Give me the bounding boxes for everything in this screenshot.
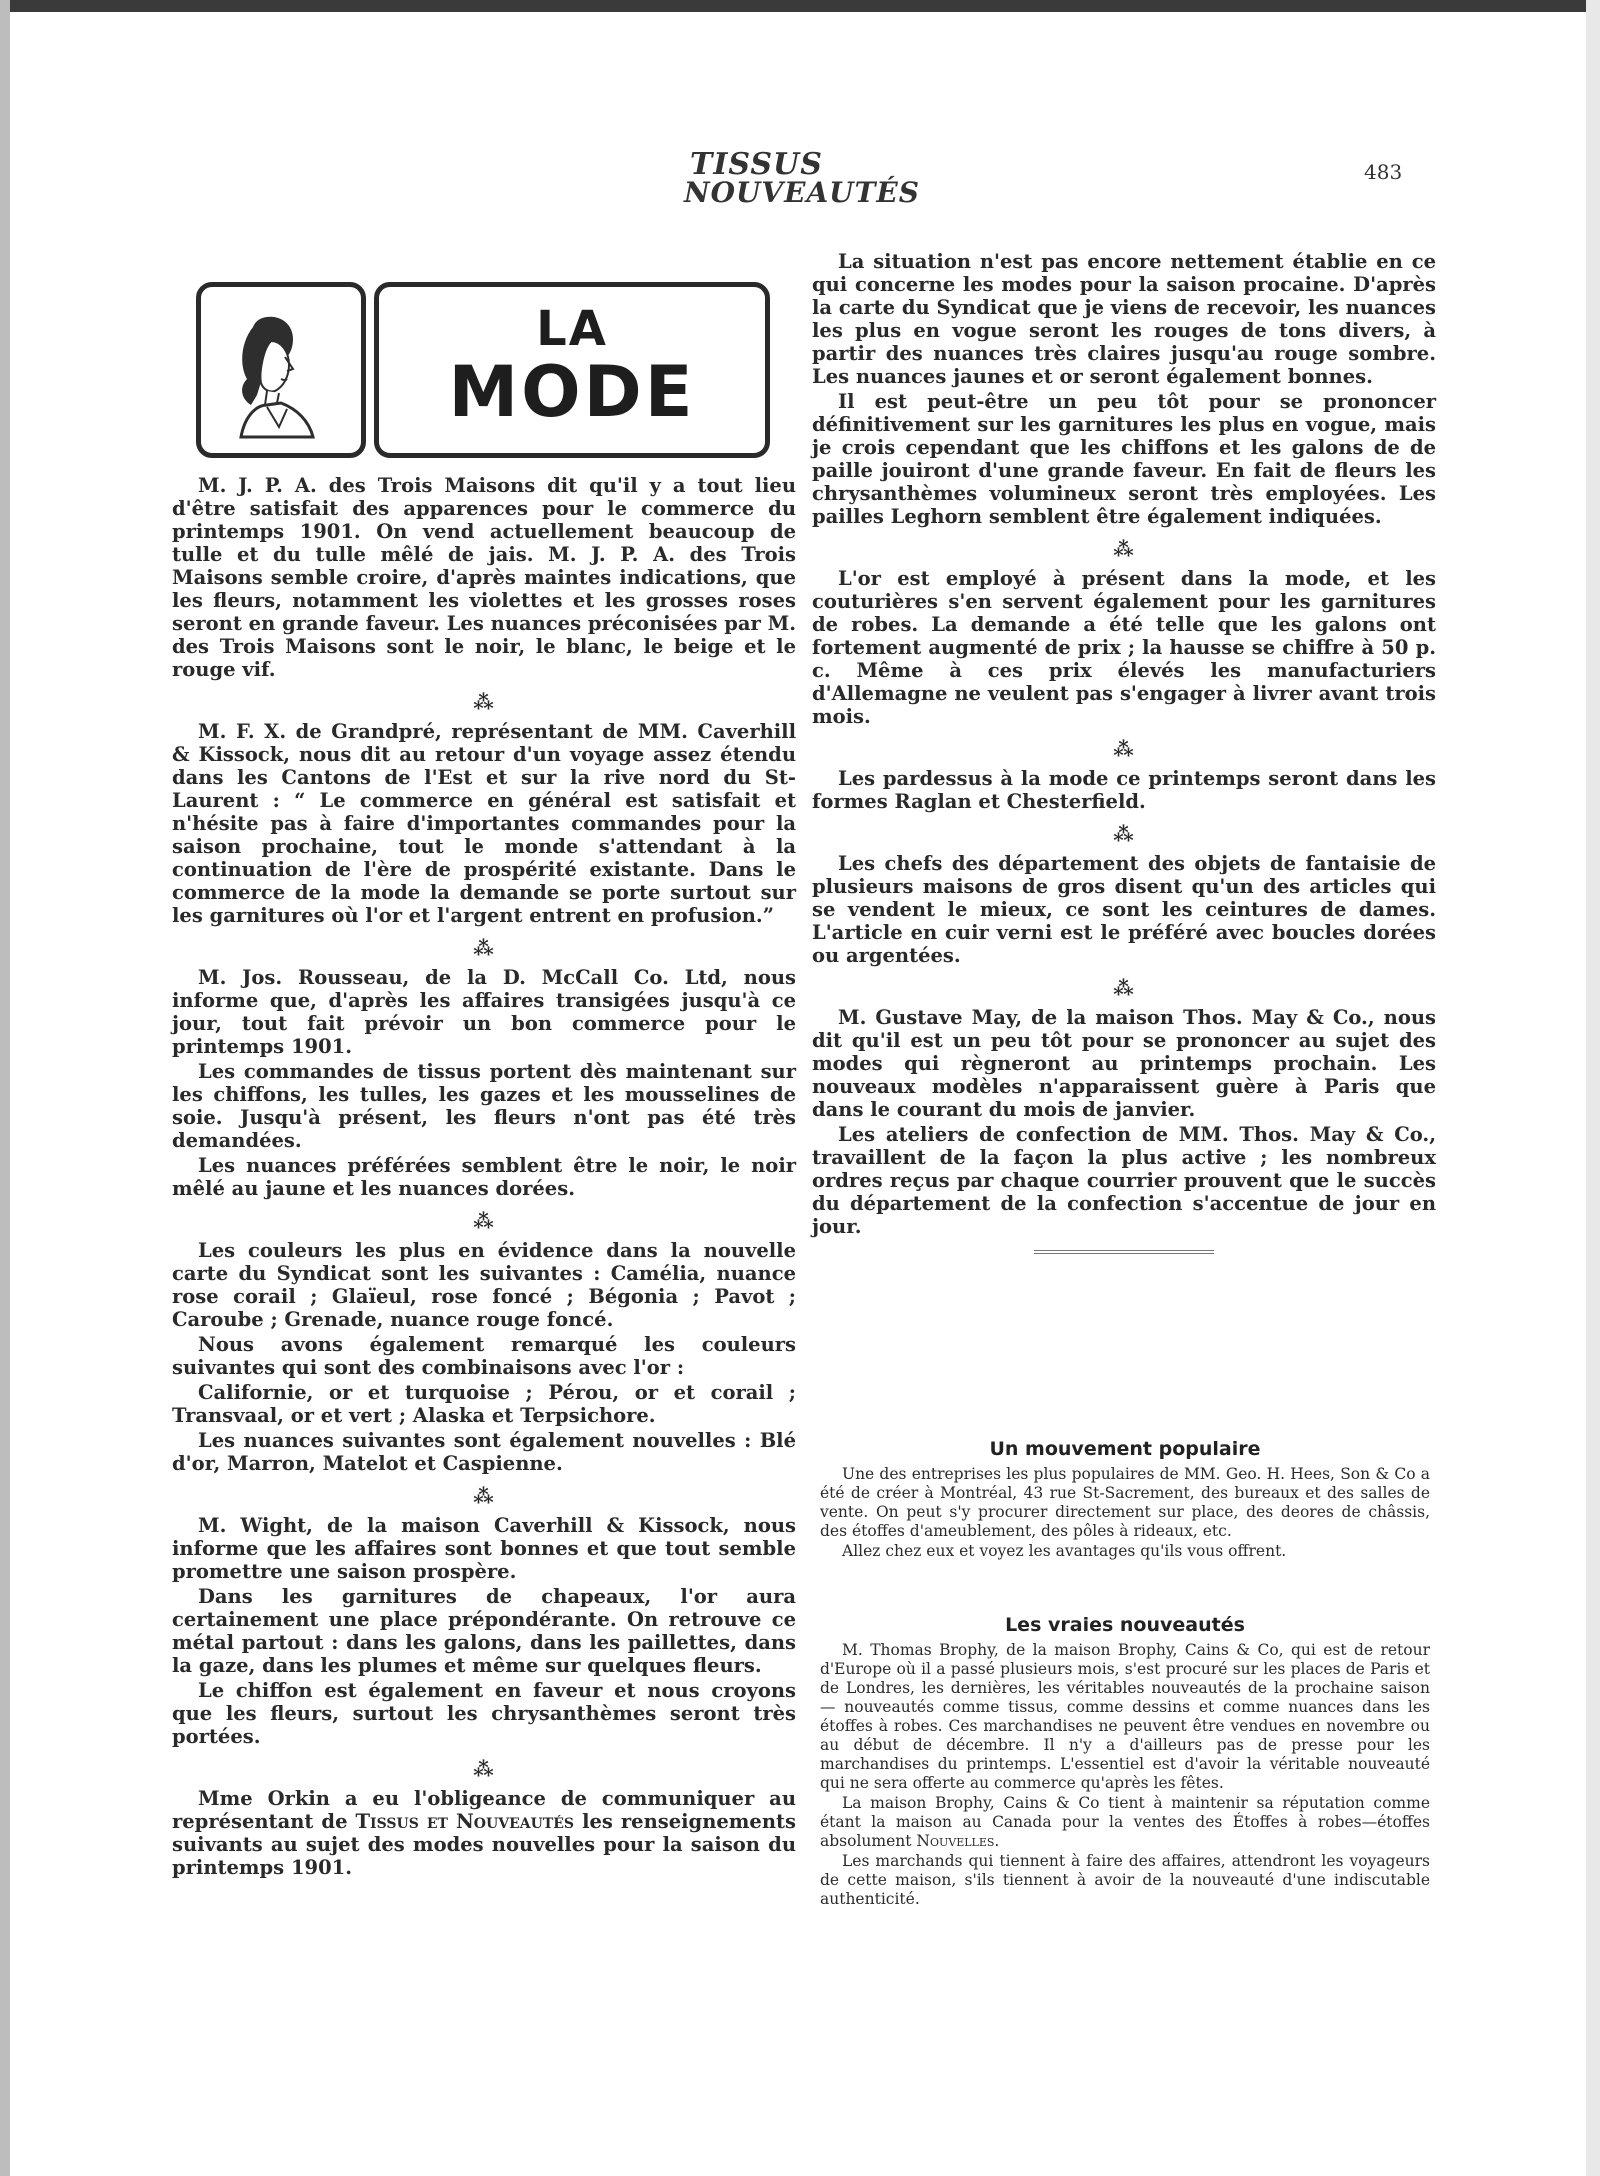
paragraph: M. J. P. A. des Trois Maisons dit qu'il y a tout lieu d'être satisfait des apparences pour le commerce du printemps 1901. On vend actuellement beaucoup de tulle et du tulle mêlé de jais. M. J. P. A. des Trois Maisons semble croire, d'après maintes indications, que les fleurs, notamment les violettes et les grosses roses seront en grande faveur. Les nuances préconisées par M. des Trois Maisons sont le noir, le blanc, le beige et le rouge vif. bbox=[172, 474, 796, 681]
section-title: Les vraies nouveautés bbox=[1005, 1614, 1245, 1636]
la-mode-banner bbox=[196, 282, 766, 454]
text-span: les renseignements suivants au sujet des modes nouvelles pour la saison du printemps 1901. bbox=[172, 1810, 796, 1879]
paragraph: Les commandes de tissus portent dès maintenant sur les chiffons, les tulles, les gazes et les mousselines de soie. Jusqu'à présent, les fleurs n'ont pas été très demandées. bbox=[172, 1060, 796, 1152]
publication-name: Tissus et Nouveautés bbox=[355, 1810, 575, 1833]
masthead-line1: TISSUS bbox=[690, 147, 823, 182]
asterism-separator: ⁂ bbox=[473, 1757, 495, 1781]
section-mouvement-populaire bbox=[820, 1440, 1430, 1561]
banner-mode: MODE bbox=[448, 351, 696, 433]
section-title: Un mouvement populaire bbox=[989, 1438, 1261, 1460]
paragraph: Les marchands qui tiennent à faire des affaires, attendront les voyageurs de cette maison, s'ils tiennent à avoir de la nouveauté d'une indiscutable authenticité. bbox=[820, 1852, 1430, 1908]
paragraph: M. F. X. de Grandpré, représentant de MM. Caverhill & Kissock, nous dit au retour d'un voyage assez étendu dans les Cantons de l'Est et sur la rive nord du St-Laurent : “ Le commerce en général est satisfait et n'hésite pas à faire d'importantes commandes pour la saison prochaine, tout le monde s'attendant à la continuation de l'ère de prospérité existante. Dans le commerce de la mode la demande se porte surtout sur les garnitures où l'or et l'argent entrent en profusion.” bbox=[172, 720, 796, 927]
asterism-separator: ⁂ bbox=[473, 936, 495, 960]
section-divider bbox=[1034, 1250, 1214, 1254]
section-vraies-nouveautes bbox=[820, 1616, 1430, 1909]
page-number: 483 bbox=[1364, 160, 1403, 184]
asterism-separator: ⁂ bbox=[473, 1484, 495, 1508]
paragraph: Les couleurs les plus en évidence dans la nouvelle carte du Syndicat sont les suivantes : Camélia, nuance rose corail ; Glaïeul, rose foncé ; Bégonia ; Pavot ; Caroube ; Grenade, nuance rouge foncé. bbox=[172, 1239, 796, 1331]
paragraph: Les nuances suivantes sont également nouvelles : Blé d'or, Marron, Matelot et Caspienne. bbox=[172, 1429, 796, 1475]
paragraph-brophy bbox=[820, 1794, 1430, 1851]
left-column bbox=[172, 474, 796, 1879]
asterism-separator: ⁂ bbox=[1113, 822, 1135, 846]
paragraph: Dans les garnitures de chapeaux, l'or aura certainement une place prépondérante. On retrouve ce métal partout : dans les galons, dans les paillettes, dans la gaze, dans les plumes et même sur quelques fleurs. bbox=[172, 1585, 796, 1677]
paragraph: M. Jos. Rousseau, de la D. McCall Co. Ltd, nous informe que, d'après les affaires transigées jusqu'à ce jour, tout fait prévoir un bon commerce pour le printemps 1901. bbox=[172, 966, 796, 1058]
paragraph: Les pardessus à la mode ce printemps seront dans les formes Raglan et Chesterfield. bbox=[812, 767, 1436, 813]
emphasis-nouvelles: Nouvelles bbox=[916, 1832, 995, 1850]
paragraph: Une des entreprises les plus populaires de MM. Geo. H. Hees, Son & Co a été de créer à Montréal, 43 rue St-Sacrement, des bureaux et des salles de vente. On peut s'y procurer directement sur place, des deores de châssis, des étoffes d'ameublement, des pôles à rideaux, etc. bbox=[820, 1465, 1430, 1540]
scan-left-edge bbox=[0, 0, 10, 2176]
paragraph: Les chefs des département des objets de fantaisie de plusieurs maisons de gros disent qu'un des articles qui se vendent le mieux, ce sont les ceintures de dames. L'article en cuir verni est le préféré avec boucles dorées ou argentées. bbox=[812, 852, 1436, 967]
paragraph: M. Thomas Brophy, de la maison Brophy, Cains & Co, qui est de retour d'Europe où il a passé plusieurs mois, s'est procuré sur les places de Paris et de Londres, les dernières, les véritables nouveautés de la prochaine saison — nouveautés comme tissus, comme dessins et comme nuances dans les étoffes à robes. Ces marchandises ne peuvent être vendues en novembre ou au début de décembre. Il n'y a d'ailleurs pas de presse pour les marchandises du printemps. L'essentiel est d'avoir la véritable nouveauté qui ne sera offerte au commerce qu'après les fêtes. bbox=[820, 1641, 1430, 1792]
paragraph: Nous avons également remarqué les couleurs suivantes qui sont des combinaisons avec l'or : bbox=[172, 1333, 796, 1379]
text-span: Mme Orkin a eu l'obligeance de communiquer au représentant de bbox=[172, 1787, 796, 1833]
woman-portrait-icon bbox=[201, 287, 351, 443]
text-span: La maison Brophy, Cains & Co tient à maintenir sa réputation comme étant la maison au Canada pour la ventes des Étoffes à robes—étoffes absolument bbox=[820, 1794, 1430, 1850]
masthead-line2: NOUVEAUTÉS bbox=[683, 176, 920, 209]
right-column bbox=[812, 250, 1436, 1264]
portrait-frame bbox=[196, 282, 366, 458]
paragraph-orkin bbox=[172, 1787, 796, 1879]
paragraph: Californie, or et turquoise ; Pérou, or et corail ; Transvaal, or et vert ; Alaska et Terpsichore. bbox=[172, 1381, 796, 1427]
paragraph: Allez chez eux et voyez les avantages qu'ils vous offrent. bbox=[842, 1542, 1287, 1560]
asterism-separator: ⁂ bbox=[473, 690, 495, 714]
paragraph: Il est peut-être un peu tôt pour se prononcer définitivement sur les garnitures les plus en vogue, mais je crois cependant que les chiffons et les galons de de paille jouiront d'une grande faveur. En fait de fleurs les chrysanthèmes volumineux seront très employées. Les pailles Leghorn semblent être également indiquées. bbox=[812, 390, 1436, 528]
masthead-logo bbox=[660, 148, 940, 218]
asterism-separator: ⁂ bbox=[473, 1209, 495, 1233]
paragraph: L'or est employé à présent dans la mode, et les couturières s'en servent également pour les garnitures de robes. La demande a été telle que les galons ont fortement augmenté de prix ; la hausse se chiffre à 50 p. c. Même à ces prix élevés les manufacturiers d'Allemagne ne veulent pas s'engager à livrer avant trois mois. bbox=[812, 567, 1436, 728]
scan-right-edge bbox=[1586, 0, 1600, 2176]
mode-title-frame bbox=[374, 282, 770, 458]
paragraph: Le chiffon est également en faveur et nous croyons que les fleurs, surtout les chrysanthèmes seront très portées. bbox=[172, 1679, 796, 1748]
asterism-separator: ⁂ bbox=[1113, 537, 1135, 561]
asterism-separator: ⁂ bbox=[1113, 737, 1135, 761]
paragraph: Les ateliers de confection de MM. Thos. May & Co., travaillent de la façon la plus active ; les nombreux ordres reçus par chaque courrier prouvent que le succès du département de la confection s'accentue de jour en jour. bbox=[812, 1123, 1436, 1238]
text-span: . bbox=[994, 1832, 1000, 1850]
asterism-separator: ⁂ bbox=[1113, 976, 1135, 1000]
paragraph: M. Wight, de la maison Caverhill & Kissock, nous informe que les affaires sont bonnes et que tout semble promettre une saison prospère. bbox=[172, 1514, 796, 1583]
scan-top-edge bbox=[0, 0, 1600, 12]
paragraph: Les nuances préférées semblent être le noir, le noir mêlé au jaune et les nuances dorées. bbox=[172, 1154, 796, 1200]
paragraph: La situation n'est pas encore nettement établie en ce qui concerne les modes pour la saison procaine. D'après la carte du Syndicat que je viens de recevoir, les nuances les plus en vogue seront les rouges de tons divers, à partir des nuances très claires jusqu'au rouge sombre. Les nuances jaunes et or seront également bonnes. bbox=[812, 250, 1436, 388]
banner-la: LA bbox=[536, 301, 608, 357]
paragraph: M. Gustave May, de la maison Thos. May & Co., nous dit qu'il est un peu tôt pour se prononcer au sujet des modes qui règneront au printemps prochain. Les nouveaux modèles n'apparaissent guère à Paris que dans le courant du mois de janvier. bbox=[812, 1006, 1436, 1121]
